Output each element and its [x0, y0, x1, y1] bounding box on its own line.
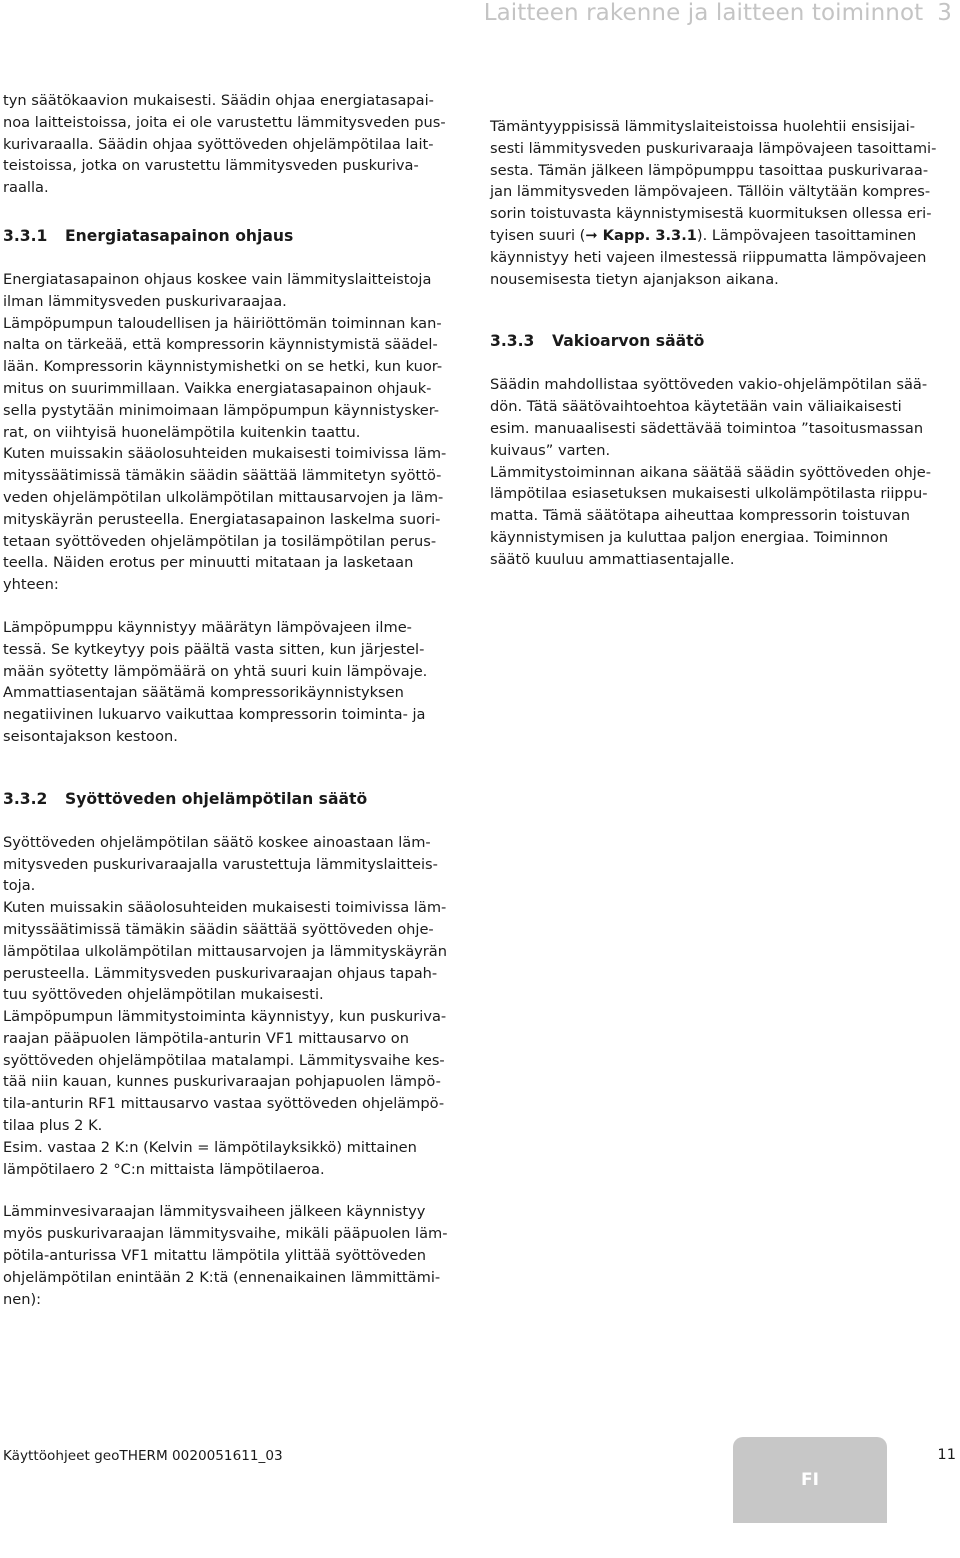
section-heading-3-3-1	[3, 225, 477, 247]
footer-document-title: Käyttöohjeet geoTHERM 0020051611_03	[3, 1448, 283, 1464]
paragraph-text: Tämäntyyppisissä lämmityslaiteistoissa huolehtii ensisijai- sesti lämmitysveden puskurivaraaja lämpövajeen tasoittami- sesta. Tämän jälkeen lämpöpumppu tasoittaa puskurivaraa- jan lämmitysveden lämpövajeen. Tällöin vältytään kompres- sorin toistuvasta käynnistymisestä kuormituksen ollessa eri- tyisen suuri (	[490, 118, 937, 244]
paragraph-3-3-2-b: Lämminvesivaraajan lämmitysvaiheen jälkeen käynnistyy myös puskurivaraajan lämmitysvaihe, mikäli pääpuolen läm- pötila-anturissa VF1 mitattu lämpötila ylittää syöttöveden ohjelämpötilan enintään 2 K:tä (ennenaikainen lämmittämi- nen):	[3, 1203, 448, 1308]
section-title: Syöttöveden ohjelämpötilan säätö	[65, 789, 368, 808]
right-column	[490, 116, 952, 571]
header-title: Laitteen rakenne ja laitteen toiminnot	[483, 0, 924, 26]
paragraph-3-3-1-b: Lämpöpumppu käynnistyy määrätyn lämpövajeen ilme- tessä. Se kytkeytyy pois päältä vasta sitten, kun järjestel- mään syötetty lämpömäärä on yhtä suuri kuin lämpövaje. Ammattiasentajan säätämä kompressorikäynnistyksen negatiivinen lukuarvo vaikuttaa kompressorin toiminta- ja seisontajakson kestoon.	[3, 618, 428, 745]
page-header	[484, 0, 952, 30]
section-title: Energiatasapainon ohjaus	[65, 226, 294, 245]
header-chapter-number: 3	[937, 0, 952, 26]
paragraph-3-3-1-a: Energiatasapainon ohjaus koskee vain lämmityslaitteistoja ilman lämmitysveden puskurivaraajaa. Lämpöpumpun taloudellisen ja häiriöttömän toiminnan kan- nalta on tärkeää, että kompressorin käynnistymistä säädel- lään. Kompressorin käynnistymishetki on se hetki, kun kuor- mitus on suurimmillaan. Vaikka energiatasapainon ohjauk- sella pystytään minimoimaan lämpöpumpun käynnistysker- rat, on viihtyisä huonelämpötila kuitenkin taattu. Kuten muissakin sääolosuhteiden mukaisesti toimivissa läm- mityssäätimissä tämäkin säädin säättää lämmitetyn syöttö- veden ohjelämpötilan ulkolämpötilan mittausarvojen ja läm- mityskäyrän perusteella. Energiatasapainon laskelma suori- tetaan syöttöveden ohjelämpötilan ja tosilämpötilan perus- teella. Näiden erotus per minuutti mitataan ja lasketaan yhteen:	[3, 270, 447, 594]
paragraph-text: ). Lämpövajeen tasoittaminen käynnistyy heti vajeen ilmestessä riippumatta lämpövajeen nousemisesta tietyn ajanjakson aikana.	[490, 226, 927, 288]
section-number: 3.3.2	[3, 789, 48, 808]
language-code: FI	[801, 1470, 819, 1490]
left-column	[3, 90, 477, 1310]
section-title: Vakioarvon säätö	[552, 332, 705, 351]
chapter-cross-reference-link[interactable]: ➞ Kapp. 3.3.1	[585, 226, 697, 244]
section-heading-3-3-2	[3, 788, 477, 810]
language-tab	[733, 1437, 887, 1523]
section-number: 3.3.3	[490, 332, 535, 351]
paragraph-right-a	[490, 116, 952, 290]
intro-paragraph: tyn säätökaavion mukaisesti. Säädin ohjaa energiatasapai- noa laitteistoissa, joita ei ole varustettu lämmitysveden pus- kurivaraalla. Säädin ohjaa syöttöveden ohjelämpötilaa lait- teistoissa, jotka on varustettu lämmitysveden puskuriva- raalla.	[3, 92, 446, 197]
paragraph-3-3-3: Säädin mahdollistaa syöttöveden vakio-ohjelämpötilan sää- dön. Tätä säätövaihtoehtoa käytetään vain väliaikaisesti esim. manuaalisesti sädettävää toimintoa ”tasoitusmassan kuivaus” varten. Lämmitystoiminnan aikana säätää säädin syöttöveden ohje- lämpötilaa esiasetuksen mukaisesti ulkolämpötilasta riippu- matta. Tämä säätötapa aiheuttaa kompressorin toistuvan käynnistymisen ja kuluttaa paljon energiaa. Toiminnon säätö kuuluu ammattiasentajalle.	[490, 376, 931, 568]
section-heading-3-3-3	[490, 330, 952, 352]
paragraph-3-3-2-a: Syöttöveden ohjelämpötilan säätö koskee ainoastaan läm- mitysveden puskurivaraajalla varustettuja lämmityslaitteis- toja. Kuten muissakin sääolosuhteiden mukaisesti toimivissa läm- mityssäätimissä tämäkin säädin säättää syöttöveden ohje- lämpötilaa ulkolämpötilan mittausarvojen ja lämmityskäyrän perusteella. Lämmitysveden puskurivaraajan ohjaus tapah- tuu syöttöveden ohjelämpötilan mukaisesti. Lämpöpumpun lämmitystoiminta käynnistyy, kun puskuriva- raajan pääpuolen lämpötila-anturin VF1 mittausarvo on syöttöveden ohjelämpötilaa matalampi. Lämmitysvaihe kes- tää niin kauan, kunnes puskurivaraajan pohjapuolen lämpö- tila-anturin RF1 mittausarvo vastaa syöttöveden ohjelämpö- tilaa plus 2 K. Esim. vastaa 2 K:n (Kelvin = lämpötilayksikkö) mittainen lämpötilaero 2 °C:n mittaista lämpötilaeroa.	[3, 833, 447, 1178]
page-number: 11	[937, 1446, 956, 1463]
section-number: 3.3.1	[3, 226, 48, 245]
